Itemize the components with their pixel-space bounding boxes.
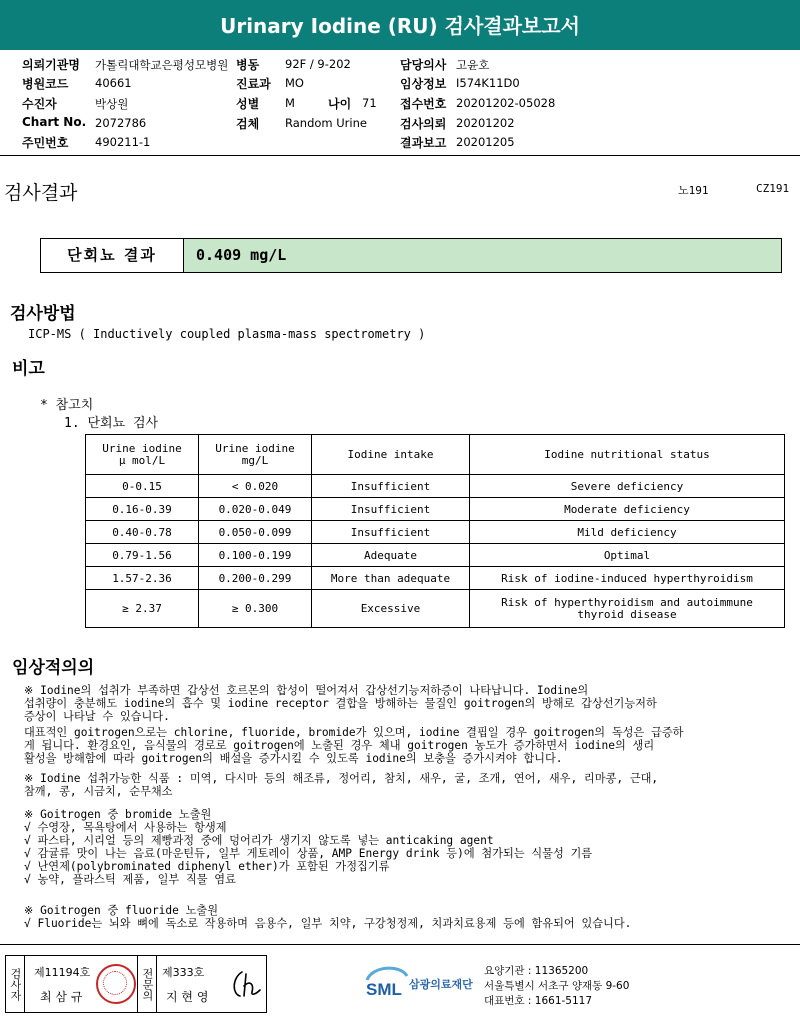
- specialist-name: 지 현 영: [166, 990, 209, 1004]
- value-resident-number: 490211-1: [95, 135, 151, 149]
- table-row: [86, 544, 785, 567]
- label-chart-no: Chart No.: [22, 115, 87, 129]
- clinical-paragraph-4: [24, 904, 631, 930]
- label-ward: 병동: [236, 58, 260, 72]
- note-line: ※ Iodine 섭취가능한 식품 : 미역, 다시마 등의 해조류, 정어리, 참치, 새우, 굴, 조개, 연어, 새우, 리마콩, 근대,: [24, 772, 659, 785]
- label-sex: 성별: [236, 97, 260, 111]
- reference-table: [85, 434, 785, 628]
- note-line: ※ Goitrogen 중 bromide 노출원: [24, 808, 212, 821]
- clinical-paragraph-1: [24, 684, 683, 765]
- reference-title: * 참고치: [40, 398, 94, 413]
- cell: 0.79-1.56: [86, 544, 199, 567]
- table-row: [86, 567, 785, 590]
- label-clinical-info: 임상정보: [400, 77, 447, 91]
- cell: 0.16-0.39: [86, 498, 199, 521]
- specialist-label: 전문의: [137, 956, 157, 1012]
- value-specimen: Random Urine: [285, 116, 367, 130]
- report-title: Urinary Iodine (RU) 검사결과보고서: [0, 0, 800, 50]
- cell: 0.100-0.199: [199, 544, 312, 567]
- note-line: 활성을 방해함에 따라 goitrogen의 배설을 증가시킬 수 있도록 iodine의 보충을 증가시켜야 합니다.: [24, 752, 563, 765]
- cell: 1.57-2.36: [86, 567, 199, 590]
- cell: Mild deficiency: [470, 521, 785, 544]
- value-request-date: 20201202: [456, 116, 515, 130]
- note-line: √ 감귤류 맛이 나는 음료(마운틴듀, 일부 게토레이 상품, AMP Energy drink 등)에 첨가되는 식물성 기름: [24, 847, 593, 860]
- cell: Adequate: [312, 544, 470, 567]
- value-patient: 박상원: [95, 97, 129, 111]
- value-sex: M: [285, 96, 295, 110]
- label-accession-number: 접수번호: [400, 97, 447, 111]
- org-phone: 대표번호 : 1661-5117: [484, 995, 593, 1007]
- label-patient: 수진자: [22, 97, 57, 111]
- seal-stamp-icon: [96, 964, 136, 1004]
- clinical-heading: 임상적의의: [12, 658, 95, 678]
- table-header-row: [86, 435, 785, 475]
- cell: Excessive: [312, 590, 470, 628]
- org-name: 삼광의료재단: [409, 978, 473, 991]
- label-resident-number: 주민번호: [22, 136, 69, 150]
- label-requesting-institution: 의뢰기관명: [22, 58, 80, 72]
- note-line: √ 파스타, 시리얼 등의 제빵과정 중에 덩어리가 생기지 않도록 넣는 anticaking agent: [24, 834, 494, 847]
- note-line: 참깨, 콩, 시금치, 순무채소: [24, 785, 173, 798]
- table-row: [86, 590, 785, 628]
- footer-divider: [0, 944, 800, 945]
- org-code: 요양기관 : 11365200: [484, 965, 589, 977]
- label-specimen: 검체: [236, 117, 260, 131]
- org-address: 서울특별시 서초구 양재동 9-60: [484, 980, 630, 992]
- label-request-date: 검사의뢰: [400, 117, 447, 131]
- value-clinical-info: I574K11D0: [456, 76, 520, 90]
- header-intake: Iodine intake: [312, 435, 470, 475]
- label-physician: 담당의사: [400, 58, 447, 72]
- value-requesting-institution: 가톨릭대학교은평성모병원: [95, 58, 229, 72]
- results-code-right: CZ191: [756, 182, 790, 195]
- cell: Optimal: [470, 544, 785, 567]
- cell: ≥ 2.37: [86, 590, 199, 628]
- table-row: [86, 498, 785, 521]
- value-ward: 92F / 9-202: [285, 57, 351, 71]
- table-row: [86, 475, 785, 498]
- clinical-paragraph-2: [24, 772, 658, 798]
- method-heading: 검사방법: [10, 304, 76, 324]
- note-line: ※ Goitrogen 중 fluoride 노출원: [24, 904, 219, 917]
- note-line: 섭취량이 충분해도 iodine의 흡수 및 iodine receptor 결합을 방해하는 물질인 goitrogen의 방해로 갑상선기능저하: [24, 697, 657, 710]
- cell: < 0.020: [199, 475, 312, 498]
- result-label: 단회뇨 결과: [41, 239, 185, 272]
- note-line: √ 난연제(polybrominated diphenyl ether)가 포함된 가정집기류: [24, 860, 390, 873]
- label-report-date: 결과보고: [400, 136, 447, 150]
- cell: Severe deficiency: [470, 475, 785, 498]
- cell: Risk of iodine-induced hyperthyroidism: [470, 567, 785, 590]
- cell: 0.050-0.099: [199, 521, 312, 544]
- clinical-paragraph-3: [24, 808, 592, 886]
- result-value: 0.409 mg/L: [184, 239, 781, 272]
- reference-subtitle: 1. 단회뇨 검사: [64, 416, 159, 431]
- result-box: [40, 238, 782, 273]
- signature-icon: [228, 966, 264, 1002]
- value-physician: 고윤호: [456, 58, 490, 72]
- divider: [0, 155, 800, 156]
- tester-label: 검사자: [6, 956, 25, 1012]
- label-hospital-code: 병원코드: [22, 77, 69, 91]
- cell: Risk of hyperthyroidism and autoimmune thyroid disease: [470, 590, 785, 628]
- cell: 0.200-0.299: [199, 567, 312, 590]
- header-umol: Urine iodine μ mol/L: [86, 435, 199, 475]
- cell: Insufficient: [312, 498, 470, 521]
- cell: ≥ 0.300: [199, 590, 312, 628]
- table-row: [86, 521, 785, 544]
- note-line: √ 수영장, 목욕탕에서 사용하는 항생제: [24, 821, 227, 834]
- cell: Insufficient: [312, 475, 470, 498]
- cell: 0-0.15: [86, 475, 199, 498]
- header-status: Iodine nutritional status: [470, 435, 785, 475]
- label-age: 나이: [328, 97, 352, 111]
- value-accession-number: 20201202-05028: [456, 96, 556, 110]
- tester-license-no: 제11194호: [34, 966, 91, 979]
- label-department: 진료과: [236, 77, 271, 91]
- results-code-left: 노191: [678, 184, 709, 197]
- specialist-license-no: 제333호: [162, 966, 205, 979]
- results-heading: 검사결과: [4, 182, 78, 204]
- method-text: ICP-MS ( Inductively coupled plasma-mass spectrometry ): [28, 327, 426, 341]
- patient-info: [0, 54, 800, 154]
- header-mgl: Urine iodine mg/L: [199, 435, 312, 475]
- tester-name: 최 삼 규: [40, 990, 83, 1004]
- signature-box: [5, 955, 267, 1013]
- cell: More than adequate: [312, 567, 470, 590]
- cell: 0.020-0.049: [199, 498, 312, 521]
- svg-text:SML: SML: [366, 980, 402, 999]
- remarks-heading: 비고: [12, 359, 45, 379]
- value-age: 71: [362, 96, 377, 110]
- value-hospital-code: 40661: [95, 76, 132, 90]
- sml-logo-icon: [364, 962, 410, 1002]
- note-line: ※ Iodine의 섭취가 부족하면 갑상선 호르몬의 합성이 떨어져서 갑상선기능저하증이 나타납니다. Iodine의: [24, 684, 589, 697]
- note-line: 대표적인 goitrogen으로는 chlorine, fluoride, bromide가 있으며, iodine 결핍일 경우 goitrogen의 독성은 급증하: [24, 726, 684, 739]
- value-chart-no: 2072786: [95, 116, 147, 130]
- cell: 0.40-0.78: [86, 521, 199, 544]
- note-line: √ Fluoride는 뇌와 뼈에 독소로 작용하며 음용수, 일부 치약, 구강청정제, 치과치료용제 등에 함유되어 있습니다.: [24, 917, 632, 930]
- note-line: √ 농약, 플라스틱 제품, 일부 직물 염료: [24, 873, 236, 886]
- note-line: 증상이 나타날 수 있습니다.: [24, 710, 170, 723]
- cell: Moderate deficiency: [470, 498, 785, 521]
- note-line: 게 됩니다. 환경요인, 음식물의 경로로 goitrogen에 노출된 경우 체내 goitrogen 농도가 증가하면서 iodine의 생리: [24, 739, 655, 752]
- cell: Insufficient: [312, 521, 470, 544]
- value-department: MO: [285, 76, 304, 90]
- value-report-date: 20201205: [456, 135, 515, 149]
